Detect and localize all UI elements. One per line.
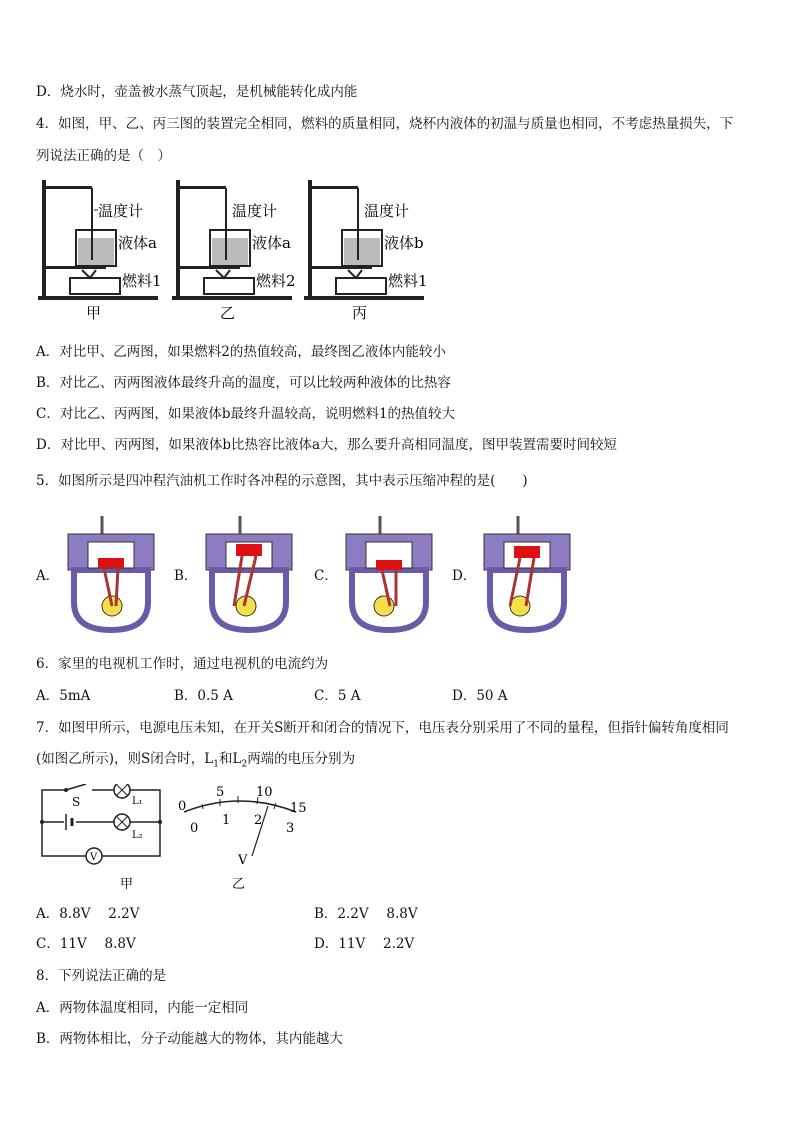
q6-stem: 6．家里的电视机工作时，通过电视机的电流约为 <box>36 656 329 672</box>
q4-thermometer-label-1: 温度计 <box>98 202 144 220</box>
q7-option-b: B．2.2V 8.8V <box>314 906 418 922</box>
q4-caption-3: 丙 <box>352 304 368 322</box>
q7-voltmeter-figure <box>172 784 312 894</box>
meter-inner-3: 3 <box>286 821 295 836</box>
q4-option-b: B．对比乙、丙两图液体最终升高的温度，可以比较两种液体的比热容 <box>36 375 451 391</box>
q4-thermometer-label-3: 温度计 <box>364 202 410 220</box>
q4-liquid-label-3: 液体b <box>384 234 424 252</box>
q4-liquid-label-2: 液体a <box>252 234 291 252</box>
q5-engine-b <box>198 512 308 636</box>
meter-inner-2: 2 <box>254 813 263 828</box>
meter-outer-10: 10 <box>256 785 273 800</box>
q4-panel-bing <box>304 180 428 322</box>
q4-caption-2: 乙 <box>220 304 236 322</box>
q8-option-b: B．两物体相比，分子动能越大的物体，其内能越大 <box>36 1031 343 1047</box>
q5-engine-a <box>60 512 170 636</box>
q4-caption-1: 甲 <box>86 304 102 322</box>
q8-option-a: A．两物体温度相同，内能一定相同 <box>36 1000 249 1016</box>
q5-engine-c <box>338 512 448 636</box>
q7-stem-line1: 7．如图甲所示，电源电压未知，在开关S断开和闭合的情况下，电压表分别采用了不同的量程，但指针偏转角度相同 <box>36 720 729 736</box>
q7-switch-label: S <box>72 795 81 809</box>
q7-circuit-figure <box>36 784 166 894</box>
q7-option-d: D．11V 2.2V <box>314 936 415 952</box>
q4-panel-yi <box>172 180 296 322</box>
q4-fuel-label-1: 燃料1 <box>122 272 162 290</box>
q6-option-b: B．0.5 A <box>174 688 233 704</box>
q3-option-d: D．烧水时，壶盖被水蒸气顶起，是机械能转化成内能 <box>36 84 358 100</box>
meter-outer-15: 15 <box>290 801 307 816</box>
q7-l1-label: L₁ <box>132 796 143 807</box>
q4-option-c: C．对比乙、丙两图，如果液体b最终升温较高，说明燃料1的热值较大 <box>36 406 456 422</box>
q5-label-a: A． <box>36 568 60 584</box>
q7-l2-label: L₂ <box>132 830 143 841</box>
meter-outer-5: 5 <box>216 785 225 800</box>
q4-fuel-label-2: 燃料2 <box>256 272 296 290</box>
meter-inner-0: 0 <box>190 821 199 836</box>
q7-circuit-caption: 甲 <box>120 877 134 892</box>
q6-option-c: C．5 A <box>314 688 361 704</box>
q5-label-d: D． <box>452 568 477 584</box>
q6-option-a: A．5mA <box>36 688 91 704</box>
q4-option-d: D．对比甲、丙两图，如果液体b比热容比液体a大，那么要升高相同温度，图甲装置需要时间较短 <box>36 437 618 453</box>
q4-thermometer-label-2: 温度计 <box>232 202 278 220</box>
q4-stem-line1: 4．如图，甲、乙、丙三图的装置完全相同，燃料的质量相同，烧杯内液体的初温与质量也相同，不考虑热量损失，下 <box>36 116 734 132</box>
q5-label-b: B． <box>174 568 198 584</box>
meter-unit: V <box>238 853 248 868</box>
q5-label-c: C． <box>314 568 338 584</box>
q4-figure <box>36 178 436 328</box>
q4-liquid-label-1: 液体a <box>118 234 157 252</box>
q7-stem-line2: (如图乙所示)，则S闭合时，$L_1$和$L_2$两端的电压分别为 <box>36 751 356 770</box>
q8-stem: 8．下列说法正确的是 <box>36 968 167 984</box>
q7-voltmeter-symbol: V <box>90 852 98 863</box>
q4-stem-line2: 列说法正确的是（ ） <box>36 148 171 164</box>
q4-panel-jia <box>38 180 162 322</box>
q4-option-a: A．对比甲、乙两图，如果燃料2的热值较高，最终图乙液体内能较小 <box>36 344 446 360</box>
meter-outer-0: 0 <box>178 799 187 814</box>
q7-option-c: C．11V 8.8V <box>36 936 136 952</box>
q5-engine-d <box>476 512 586 636</box>
q4-fuel-label-3: 燃料1 <box>388 272 428 290</box>
q6-option-d: D．50 A <box>452 688 508 704</box>
q7-option-a: A．8.8V 2.2V <box>36 906 140 922</box>
meter-inner-1: 1 <box>222 813 231 828</box>
q7-meter-caption: 乙 <box>232 877 246 892</box>
q5-stem: 5．如图所示是四冲程汽油机工作时各冲程的示意图，其中表示压缩冲程的是( ) <box>36 473 528 489</box>
